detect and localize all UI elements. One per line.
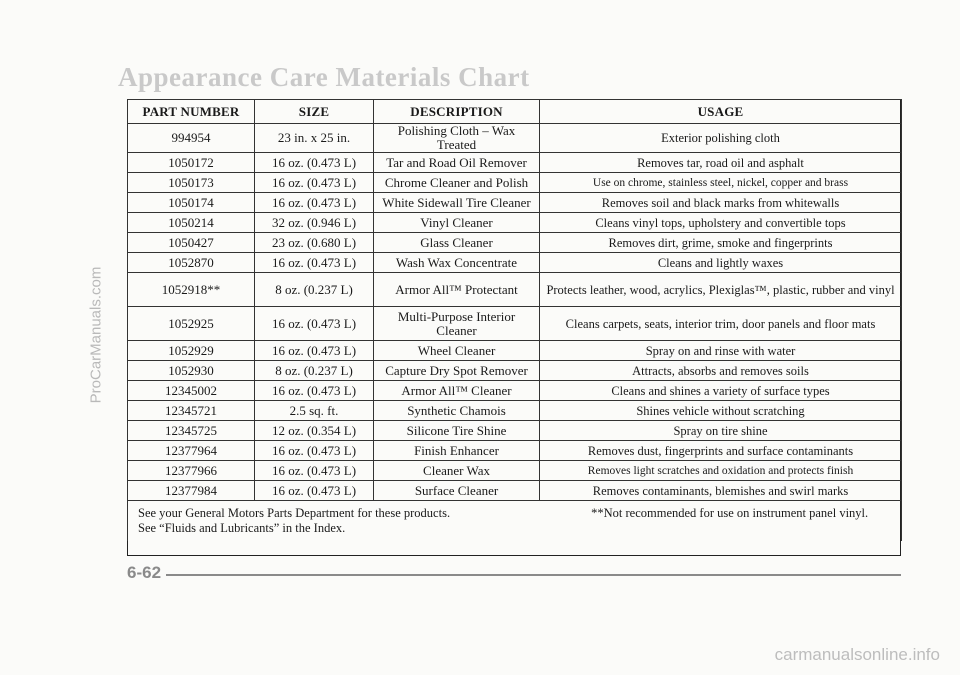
table-footer-cell [128,501,902,542]
size-cell: 16 oz. (0.473 L) [255,153,374,173]
table-row [128,173,902,193]
table-row [128,307,902,341]
size-cell: 23 in. x 25 in. [255,124,374,153]
usage-cell: Cleans vinyl tops, upholstery and convertible tops [540,213,902,233]
size-cell: 2.5 sq. ft. [255,401,374,421]
part-number-cell: 1050173 [128,173,255,193]
part-number-cell: 12377966 [128,461,255,481]
size-cell: 16 oz. (0.473 L) [255,481,374,501]
usage-cell: Attracts, absorbs and removes soils [540,361,902,381]
description-cell: Polishing Cloth – Wax Treated [374,124,540,153]
size-cell: 12 oz. (0.354 L) [255,421,374,441]
usage-cell: Removes soil and black marks from whitewalls [540,193,902,213]
table-row [128,153,902,173]
table-footer-row [128,501,902,542]
description-cell: Armor All™ Cleaner [374,381,540,401]
usage-cell: Removes light scratches and oxidation and protects finish [540,461,902,481]
part-number-cell: 1052925 [128,307,255,341]
part-number-cell: 1052870 [128,253,255,273]
usage-cell: Cleans carpets, seats, interior trim, door panels and floor mats [540,307,902,341]
header-size: SIZE [255,100,374,124]
table-row [128,481,902,501]
header-part-number: PART NUMBER [128,100,255,124]
description-cell: Synthetic Chamois [374,401,540,421]
part-number-cell: 1050427 [128,233,255,253]
side-watermark: ProCarManuals.com [87,266,105,404]
header-row [128,100,902,124]
usage-cell: Exterior polishing cloth [540,124,902,153]
size-cell: 32 oz. (0.946 L) [255,213,374,233]
usage-cell: Removes dust, fingerprints and surface contaminants [540,441,902,461]
table-row [128,421,902,441]
size-cell: 16 oz. (0.473 L) [255,341,374,361]
description-cell: Tar and Road Oil Remover [374,153,540,173]
part-number-cell: 12377984 [128,481,255,501]
description-cell: Cleaner Wax [374,461,540,481]
size-cell: 23 oz. (0.680 L) [255,233,374,253]
header-description: DESCRIPTION [374,100,540,124]
usage-cell: Spray on tire shine [540,421,902,441]
header-usage: USAGE [540,100,902,124]
size-cell: 16 oz. (0.473 L) [255,253,374,273]
usage-cell: Spray on and rinse with water [540,341,902,361]
table-row [128,273,902,307]
size-cell: 16 oz. (0.473 L) [255,461,374,481]
usage-cell: Shines vehicle without scratching [540,401,902,421]
part-number-cell: 12345721 [128,401,255,421]
size-cell: 16 oz. (0.473 L) [255,193,374,213]
table-row [128,441,902,461]
usage-cell: Removes dirt, grime, smoke and fingerprints [540,233,902,253]
table-row [128,401,902,421]
size-cell: 16 oz. (0.473 L) [255,381,374,401]
footer-note-instrument-panel: **Not recommended for use on instrument panel vinyl. [591,506,869,520]
size-cell: 16 oz. (0.473 L) [255,307,374,341]
part-number-cell: 1050174 [128,193,255,213]
description-cell: Wash Wax Concentrate [374,253,540,273]
usage-cell: Use on chrome, stainless steel, nickel, copper and brass [540,173,902,193]
description-cell: Silicone Tire Shine [374,421,540,441]
materials-chart-table [127,99,902,541]
description-cell: Chrome Cleaner and Polish [374,173,540,193]
usage-cell: Removes tar, road oil and asphalt [540,153,902,173]
part-number-cell: 12345002 [128,381,255,401]
usage-cell: Removes contaminants, blemishes and swirl marks [540,481,902,501]
footer-note-index: See “Fluids and Lubricants” in the Index. [138,521,346,535]
table-row [128,213,902,233]
description-cell: Finish Enhancer [374,441,540,461]
table-row [128,233,902,253]
table-row [128,361,902,381]
usage-cell: Cleans and shines a variety of surface types [540,381,902,401]
table-row [128,253,902,273]
part-number-cell: 1050172 [128,153,255,173]
part-number-cell: 1050214 [128,213,255,233]
table-row [128,193,902,213]
usage-cell: Cleans and lightly waxes [540,253,902,273]
part-number-cell: 12345725 [128,421,255,441]
description-cell: Vinyl Cleaner [374,213,540,233]
footer-note-parts-department: See your General Motors Parts Department for these products. [138,506,451,520]
page-title: Appearance Care Materials Chart [118,62,530,92]
table-row [128,124,902,153]
description-cell: Armor All™ Protectant [374,273,540,307]
table-row [128,461,902,481]
description-cell: Surface Cleaner [374,481,540,501]
part-number-cell: 994954 [128,124,255,153]
table-row [128,341,902,361]
description-cell: Multi-Purpose Interior Cleaner [374,307,540,341]
description-cell: White Sidewall Tire Cleaner [374,193,540,213]
usage-cell: Protects leather, wood, acrylics, Plexiglas™, plastic, rubber and vinyl [540,273,902,307]
part-number-cell: 1052929 [128,341,255,361]
size-cell: 8 oz. (0.237 L) [255,273,374,307]
size-cell: 8 oz. (0.237 L) [255,361,374,381]
size-cell: 16 oz. (0.473 L) [255,441,374,461]
page-number: 6-62 [127,563,162,582]
bottom-watermark: carmanualsonline.info [774,645,940,664]
part-number-cell: 1052930 [128,361,255,381]
footer-notes [138,506,558,536]
description-cell: Capture Dry Spot Remover [374,361,540,381]
page-rule-divider [166,574,901,576]
description-cell: Wheel Cleaner [374,341,540,361]
table-row [128,381,902,401]
part-number-cell: 1052918** [128,273,255,307]
part-number-cell: 12377964 [128,441,255,461]
size-cell: 16 oz. (0.473 L) [255,173,374,193]
description-cell: Glass Cleaner [374,233,540,253]
